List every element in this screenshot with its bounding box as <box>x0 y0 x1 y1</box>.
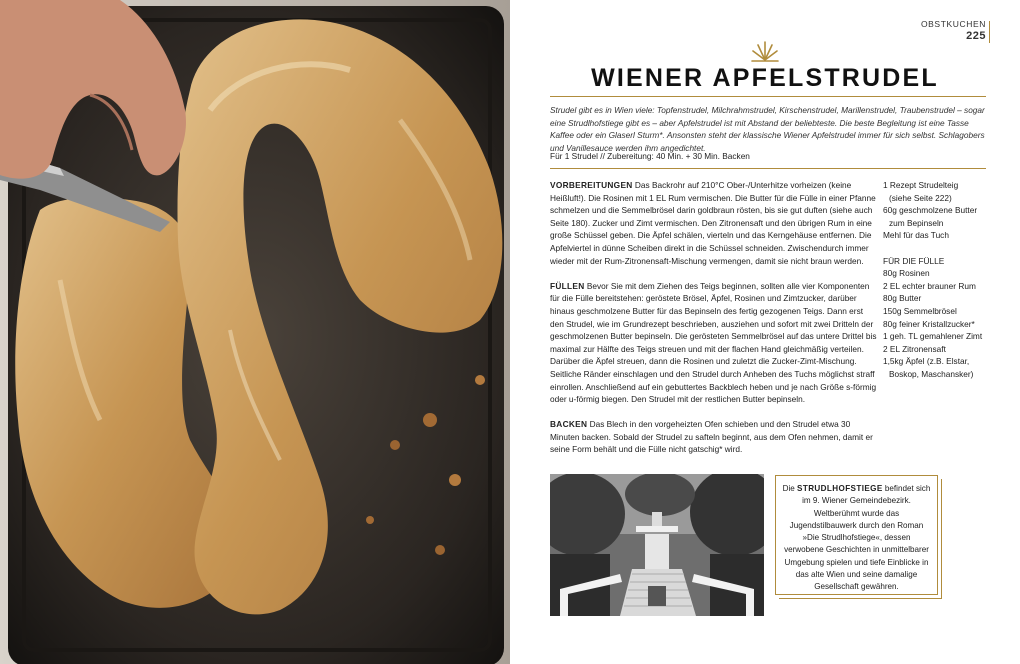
running-head <box>921 18 986 42</box>
step-text: Das Backrohr auf 210°C Ober-/Unterhitze vorheizen (keine Heißluft!). Die Rosinen mit 1 EL Rum vermischen. Die Butter für die Fülle in einer Pfanne schmelzen und die Semmelbrösel darin goldbraun rösten, bis sie gut duften (siehe auch Seite 180). Zucker und Zimt vermischen. Den Zitronensaft und den übrigen Rum in eine große Schüssel geben. Die Äpfel schälen, vierteln und das Kerngehäuse entfernen. Die Apfelviertel in dünne Scheiben direkt in die Schüssel schneiden. Zwischendurch immer wieder mit der Rum-Zitronensaft-Mischung vermengen, damit sie nicht braun werden. <box>550 180 876 266</box>
infobox-prefix: Die <box>782 484 795 493</box>
recipe-title: WIENER APFELSTRUDEL <box>591 64 939 92</box>
ingredient-spacer <box>883 242 993 255</box>
title-divider <box>550 96 986 97</box>
ingredient-item: 1 geh. TL gemahlener Zimt <box>883 331 983 342</box>
strudlhofstiege-photo <box>550 474 764 616</box>
sunburst-ornament-icon <box>750 40 780 64</box>
recipe-intro: Strudel gibt es in Wien viele: Topfenstrudel, Milchrahmstrudel, Kirschenstrudel, Marillenstrudel, Traubenstrudel – sogar eine Strudlhofstiege gibt es – aber Apfelstrudel ist mit Abstand der beliebteste. Die beste Begleitung ist eine Tasse Kaffee oder ein Glaserl Sturm*. Ansonsten steht der klassische Wiener Apfelstrudel immer für sich selbst. Schlagobers und Vanillesauce werden ihm angedichtet. <box>550 105 985 153</box>
page-number: 225 <box>966 30 986 42</box>
step-heading: BACKEN <box>550 419 588 430</box>
method-column <box>550 179 878 469</box>
strudlhofstiege-infobox <box>775 475 938 595</box>
ingredient-item: Mehl für das Tuch <box>883 230 949 241</box>
section-title: OBSTKUCHEN <box>920 19 986 29</box>
ingredient-item: 60g geschmolzene Butter <box>883 205 978 216</box>
running-head-rule <box>989 21 990 43</box>
ingredient-item: 2 EL echter brauner Rum <box>883 280 976 291</box>
step-heading: VORBEREITUNGEN <box>550 180 633 190</box>
step-text: Das Blech in den vorgeheizten Ofen schieben und den Strudel etwa 30 Minuten backen. Sobald der Strudel zu safteln beginnt, aus dem Ofen nehmen, damit er seine Form behält und die Fülle nicht gatschig* wird. <box>550 419 873 455</box>
ingredient-item: zum Bepinseln <box>889 217 944 228</box>
step-heading: FÜLLEN <box>550 280 585 291</box>
yield-divider <box>550 168 986 169</box>
ingredient-item: 1,5kg Äpfel (z.B. Elstar, <box>883 356 970 367</box>
strudlhofstiege-illustration <box>550 474 764 616</box>
infobox-text: befindet sich im 9. Wiener Gemeindebezirk. Weltberühmt wurde das Jugendstilbauwerk durch den Roman »Die Strudlhofstiege«, dessen verwobene Geschichten in unmittelbarer Umgebung spielen und tiefe Einblicke in das alte Wien und seine damalige Gesellschaft gewähren. <box>784 484 931 592</box>
ingredient-item: 80g feiner Kristallzucker* <box>883 318 975 329</box>
recipe-yield: Für 1 Strudel // Zubereitung: 40 Min. + 30 Min. Backen <box>550 151 750 161</box>
ingredient-item: 80g Butter <box>883 293 922 304</box>
recipe-page <box>510 0 1020 664</box>
infobox-keyword: STRUDLHOFSTIEGE <box>797 484 883 493</box>
step-baking <box>550 418 878 456</box>
ingredient-subheading: FÜR DIE FÜLLE <box>883 255 945 266</box>
step-preparation <box>550 179 878 267</box>
ingredient-item: 150g Semmelbrösel <box>883 305 957 316</box>
step-filling <box>550 280 878 406</box>
ingredients-list <box>883 179 993 381</box>
ingredient-item: 1 Rezept Strudelteig <box>883 180 959 190</box>
ingredient-item: Boskop, Maschansker) <box>889 368 974 379</box>
step-text: Bevor Sie mit dem Ziehen des Teigs beginnen, sollten alle vier Komponenten für die Fülle bereitstehen: geröstete Brösel, Äpfel, Rosinen und Zimtzucker, darüber hinaus geschmolzene Butter für das Bepinseln des fertig gezogenen Teigs. Dann erst den Strudel, wie im Grundrezept beschrieben, ausziehen und sofort mit zwei Dritteln der geschmolzenen Butter bepinseln. Die gerösteten Semmelbrösel auf das untere Drittel bis maximal zur Hälfte des Teigs streuen und mit der flachen Hand gleichmäßig verteilen. Darüber die Äpfel streuen, dann die Rosinen und zuletzt die Zucker-Zimt-Mischung. Seitliche Ränder einschlagen und den Strudel durch Anheben des Tuchs möglichst straff einrollen. Anschließend auf ein gebuttertes Backblech heben und je nach Größe s-förmig oder u-förmig biegen. Den Strudel mit der restlichen Butter bepinseln. <box>550 280 877 405</box>
ingredient-item: (siehe Seite 222) <box>889 192 952 203</box>
ingredient-item: 80g Rosinen <box>883 268 930 279</box>
ingredient-item: 2 EL Zitronensaft <box>883 343 946 354</box>
